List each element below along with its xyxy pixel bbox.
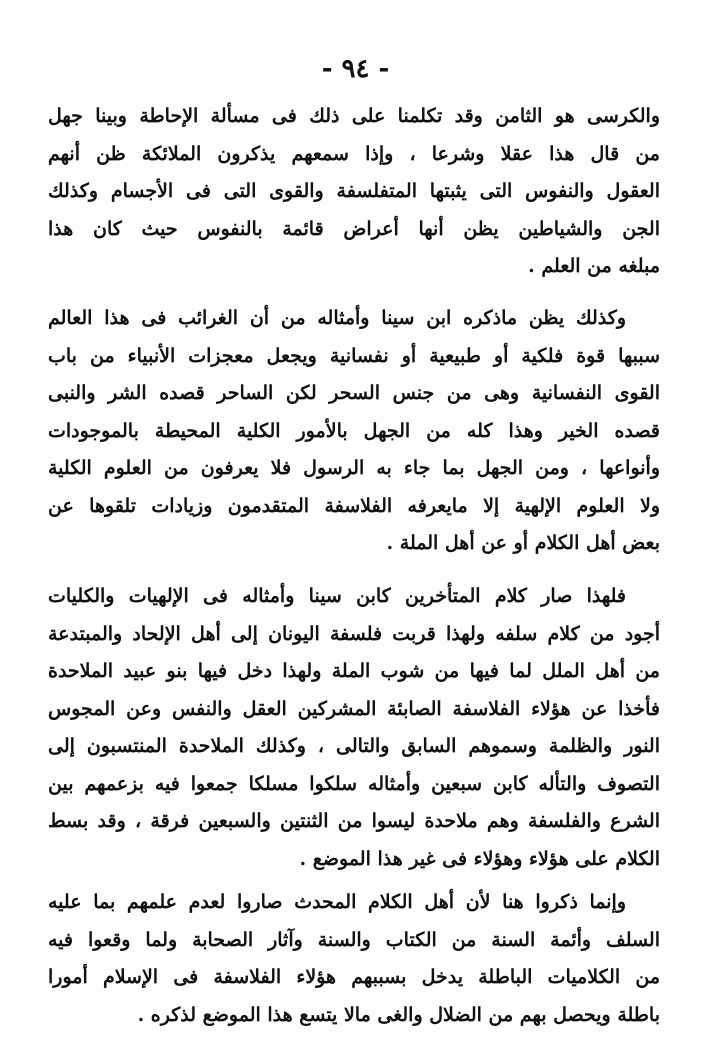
text-line: وإنما ذكروا هنا لأن أهل الكلام المحدث صاروا لعدم علمهم بما عليه xyxy=(48,891,626,913)
text-line: الشرع والفلسفة وهم ملاحدة ليسوا من الثنتين والسبعين فرقة ، وقد بسط xyxy=(48,810,660,832)
text-line: من أهل الملل لما فيها من شوب الملة ولهذا دخل فيها بنو عبيد الملاحدة xyxy=(48,660,660,682)
text-line: السلف وأئمة السنة من الكتاب والسنة وآثار الصحابة ولما وقعوا فيه xyxy=(48,928,660,951)
paragraph-4 xyxy=(48,884,660,1034)
text-line: والكرسى هو الثامن وقد تكلمنا على ذلك فى مسألة الإحاطة وبينا جهل xyxy=(48,105,660,127)
paragraph-1 xyxy=(48,98,660,286)
page-number: - ٩٤ - xyxy=(321,54,390,84)
text-line: العقول والنفوس التى يثبتها المتفلسفة والقوى التى فى الأجسام وكذلك xyxy=(48,180,660,202)
text-line: القوى النفسانية وهى من جنس السحر لكن الساحر قصده الشر والنبى xyxy=(48,382,660,404)
text-line: باطلة ويحصل بهم من الضلال والغى مالا يتسع هذا الموضع لذكره . xyxy=(137,1003,660,1026)
text-line: مبلغه من العلم . xyxy=(528,255,660,277)
text-line: فلهذا صار كلام المتأخرين كابن سينا وأمثاله فى الإلهيات والكليات xyxy=(48,585,626,607)
text-line: وأنواعها ، ومن الجهل بما جاء به الرسول فلا يعرفون من العلوم الكلية xyxy=(48,457,660,479)
paragraph-2 xyxy=(48,300,660,563)
text-line: ولا العلوم الإلهية إلا مايعرفه الفلاسفة المتقدمون وزيادات تلقوها عن xyxy=(48,494,660,517)
text-line: الكلام على هؤلاء وهؤلاء فى غير هذا الموضع . xyxy=(299,847,660,870)
text-line: وكذلك يظن ماذكره ابن سينا وأمثاله من أن الغرائب فى هذا العالم xyxy=(48,307,626,329)
text-line: سببها قوة فلكية أو طبيعية أو نفسانية ويجعل معجزات الأنبياء من باب xyxy=(48,344,660,367)
text-line: فأخذا عن هؤلاء الفلاسفة الصابئة المشركين العقل والنفس وعن المجوس xyxy=(48,697,660,720)
paragraph-3 xyxy=(48,578,660,878)
text-line: من الكلاميات الباطلة يدخل بسببهم هؤلاء الفلاسفة فى الإسلام أمورا xyxy=(48,966,660,988)
text-line: التصوف والتأله كابن سبعين وأمثاله سلكوا مسلكا جمعوا فيه بزعمهم بين xyxy=(48,772,660,795)
text-line: بعض أهل الكلام أو عن أهل الملة . xyxy=(386,532,660,554)
text-line: الجن والشياطين يظن أنها أعراض قائمة بالنفوس حيث كان هذا xyxy=(48,217,660,240)
text-line: من قال هذا عقلا وشرعا ، وإذا سمعهم يذكرون الملائكة ظن أنهم xyxy=(48,142,660,165)
text-line: النور والظلمة وسموهم السابق والتالى ، وكذلك الملاحدة المنتسبون إلى xyxy=(48,735,660,757)
text-line: قصده الخير وهذا كله من الجهل بالأمور الكلية المحيطة بالموجودات xyxy=(48,419,660,442)
text-line: أجود من كلام سلفه ولهذا قربت فلسفة اليونان إلى أهل الإلحاد والمبتدعة xyxy=(48,622,660,645)
